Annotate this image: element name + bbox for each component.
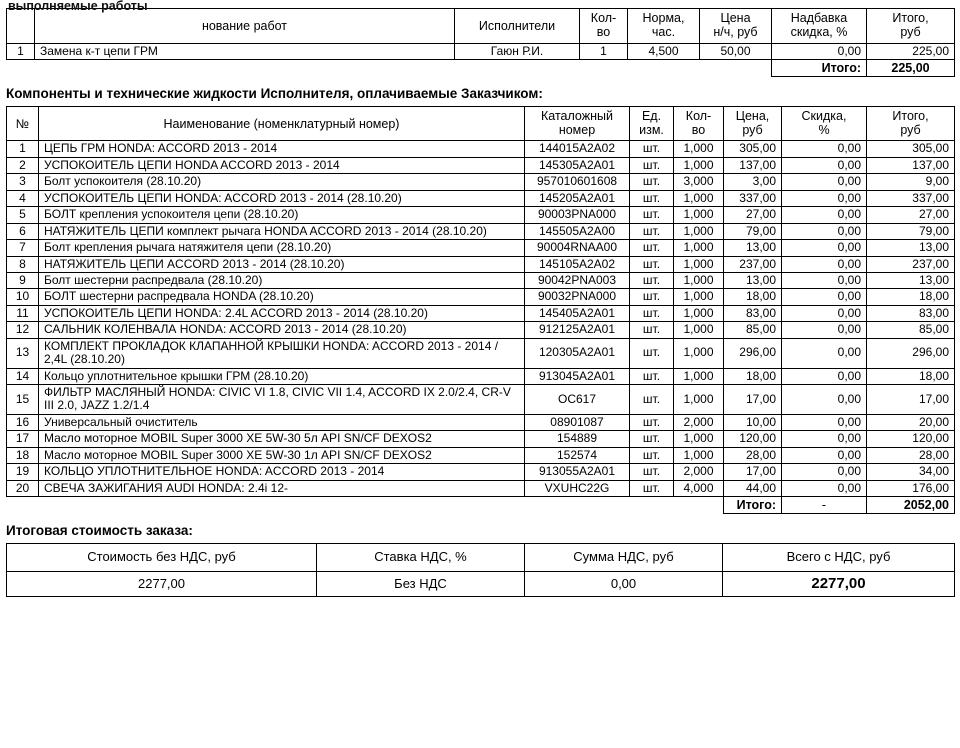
comp-col-qty bbox=[674, 106, 724, 141]
comp-col-unit-line2: изм. bbox=[639, 122, 664, 137]
comp-name: УСПОКОИТЕЛЬ ЦЕПИ HONDA: 2.4L ACCORD 2013 - 2014 (28.10.20) bbox=[39, 305, 525, 321]
comp-discount: 0,00 bbox=[782, 157, 867, 173]
comp-total: 296,00 bbox=[867, 338, 955, 368]
comp-name: БОЛТ шестерни распредвала HONDA (28.10.20) bbox=[39, 289, 525, 305]
comp-unit: шт. bbox=[630, 174, 674, 190]
comp-price: 28,00 bbox=[724, 447, 782, 463]
comp-discount: 0,00 bbox=[782, 174, 867, 190]
comp-discount: 0,00 bbox=[782, 223, 867, 239]
comp-unit: шт. bbox=[630, 240, 674, 256]
comp-qty: 1,000 bbox=[674, 256, 724, 272]
comp-name: СВЕЧА ЗАЖИГАНИЯ AUDI HONDA: 2.4i 12- bbox=[39, 480, 525, 496]
comp-catalog: 120305A2A01 bbox=[525, 338, 630, 368]
comp-catalog: 145205A2A01 bbox=[525, 190, 630, 206]
comp-unit: шт. bbox=[630, 157, 674, 173]
works-dash-cell2 bbox=[867, 76, 955, 77]
comp-unit: шт. bbox=[630, 447, 674, 463]
comp-price: 305,00 bbox=[724, 141, 782, 157]
comp-col-catalog-line1: Каталожный bbox=[541, 108, 613, 123]
comp-total: 176,00 bbox=[867, 480, 955, 496]
comp-unit: шт. bbox=[630, 480, 674, 496]
comp-discount: 0,00 bbox=[782, 190, 867, 206]
comp-discount: 0,00 bbox=[782, 141, 867, 157]
comp-total: 120,00 bbox=[867, 431, 955, 447]
comp-unit: шт. bbox=[630, 207, 674, 223]
comp-total: 83,00 bbox=[867, 305, 955, 321]
comp-discount: 0,00 bbox=[782, 338, 867, 368]
comp-price: 10,00 bbox=[724, 414, 782, 430]
works-total-label: Итого: bbox=[772, 59, 867, 76]
comp-price: 79,00 bbox=[724, 223, 782, 239]
comp-total: 9,00 bbox=[867, 174, 955, 190]
comp-col-total bbox=[867, 106, 955, 141]
comp-name: ФИЛЬТР МАСЛЯНЫЙ HONDA: CIVIC VI 1.8, CIVIC VII 1.4, ACCORD IX 2.0/2.4, CR-V III 2.0, JAZZ 1.2/1.4 bbox=[39, 385, 525, 415]
comp-total-empty bbox=[7, 497, 724, 514]
comp-unit: шт. bbox=[630, 368, 674, 384]
works-total-dash-row bbox=[7, 76, 955, 77]
comp-discount: 0,00 bbox=[782, 385, 867, 415]
comp-total: 237,00 bbox=[867, 256, 955, 272]
works-row-price: 50,00 bbox=[700, 43, 772, 59]
table-row bbox=[7, 464, 955, 480]
comp-name: Болт шестерни распредвала (28.10.20) bbox=[39, 272, 525, 288]
comp-price: 85,00 bbox=[724, 322, 782, 338]
works-col-total-line1: Итого, bbox=[892, 11, 929, 25]
comp-num: 4 bbox=[7, 190, 39, 206]
comp-name: КОЛЬЦО УПЛОТНИТЕЛЬНОЕ HONDA: ACCORD 2013 - 2014 bbox=[39, 464, 525, 480]
comp-total: 13,00 bbox=[867, 240, 955, 256]
comp-price: 120,00 bbox=[724, 431, 782, 447]
table-row bbox=[7, 338, 955, 368]
components-header-row bbox=[7, 106, 955, 141]
comp-total-dash: - bbox=[782, 497, 867, 514]
comp-unit: шт. bbox=[630, 272, 674, 288]
comp-catalog: 913055A2A01 bbox=[525, 464, 630, 480]
works-col-norm-line2: час. bbox=[651, 24, 676, 39]
comp-num: 13 bbox=[7, 338, 39, 368]
comp-qty: 3,000 bbox=[674, 174, 724, 190]
comp-catalog: 154889 bbox=[525, 431, 630, 447]
comp-unit: шт. bbox=[630, 464, 674, 480]
comp-price: 44,00 bbox=[724, 480, 782, 496]
comp-name: Болт успокоителя (28.10.20) bbox=[39, 174, 525, 190]
comp-price: 137,00 bbox=[724, 157, 782, 173]
works-col-price-line2: н/ч, руб bbox=[713, 24, 758, 39]
comp-unit: шт. bbox=[630, 322, 674, 338]
table-row bbox=[7, 141, 955, 157]
comp-price: 337,00 bbox=[724, 190, 782, 206]
works-total-empty bbox=[7, 59, 772, 76]
works-dash-empty bbox=[7, 76, 772, 77]
comp-price: 17,00 bbox=[724, 464, 782, 480]
table-row bbox=[7, 368, 955, 384]
works-row-total: 225,00 bbox=[867, 43, 955, 59]
comp-qty: 1,000 bbox=[674, 447, 724, 463]
comp-catalog: 08901087 bbox=[525, 414, 630, 430]
comp-discount: 0,00 bbox=[782, 240, 867, 256]
final-header-row bbox=[7, 544, 955, 572]
comp-col-price bbox=[724, 106, 782, 141]
comp-num: 16 bbox=[7, 414, 39, 430]
final-col-vat-sum: Сумма НДС, руб bbox=[525, 544, 723, 572]
comp-col-name: Наименование (номенклатурный номер) bbox=[39, 106, 525, 141]
comp-num: 1 bbox=[7, 141, 39, 157]
comp-col-qty-line2: во bbox=[691, 122, 706, 137]
comp-unit: шт. bbox=[630, 305, 674, 321]
comp-name: Универсальный очиститель bbox=[39, 414, 525, 430]
comp-catalog: 145305A2A01 bbox=[525, 157, 630, 173]
comp-catalog: 152574 bbox=[525, 447, 630, 463]
works-total-row bbox=[7, 59, 955, 76]
comp-discount: 0,00 bbox=[782, 272, 867, 288]
comp-col-price-line2: руб bbox=[742, 122, 763, 137]
comp-price: 27,00 bbox=[724, 207, 782, 223]
comp-catalog: 912125A2A01 bbox=[525, 322, 630, 338]
comp-col-unit-line1: Ед. bbox=[641, 108, 662, 123]
comp-name: УСПОКОИТЕЛЬ ЦЕПИ HONDA ACCORD 2013 - 2014 bbox=[39, 157, 525, 173]
works-row-qty: 1 bbox=[580, 43, 628, 59]
comp-total: 337,00 bbox=[867, 190, 955, 206]
comp-discount: 0,00 bbox=[782, 289, 867, 305]
works-row-performer: Гаюн Р.И. bbox=[455, 43, 580, 59]
works-dash-cell bbox=[772, 76, 867, 77]
comp-qty: 1,000 bbox=[674, 141, 724, 157]
comp-total: 13,00 bbox=[867, 272, 955, 288]
comp-catalog: 144015A2A02 bbox=[525, 141, 630, 157]
comp-total: 305,00 bbox=[867, 141, 955, 157]
components-section-title: Компоненты и технические жидкости Исполнителя, оплачиваемые Заказчиком: bbox=[6, 85, 543, 101]
table-row bbox=[7, 223, 955, 239]
comp-total: 79,00 bbox=[867, 223, 955, 239]
comp-catalog: ОС617 bbox=[525, 385, 630, 415]
comp-discount: 0,00 bbox=[782, 368, 867, 384]
comp-name: КОМПЛЕКТ ПРОКЛАДОК КЛАПАННОЙ КРЫШКИ HONDA: ACCORD 2013 - 2014 / 2,4L (28.10.20) bbox=[39, 338, 525, 368]
comp-total: 18,00 bbox=[867, 368, 955, 384]
table-row bbox=[7, 385, 955, 415]
comp-qty: 1,000 bbox=[674, 322, 724, 338]
table-row bbox=[7, 447, 955, 463]
comp-unit: шт. bbox=[630, 431, 674, 447]
comp-qty: 4,000 bbox=[674, 480, 724, 496]
comp-unit: шт. bbox=[630, 289, 674, 305]
works-col-markup-line2: скидка, % bbox=[790, 24, 848, 39]
comp-total: 34,00 bbox=[867, 464, 955, 480]
cut-heading-strip bbox=[0, 0, 960, 14]
comp-name: БОЛТ крепления успокоителя цепи (28.10.20) bbox=[39, 207, 525, 223]
comp-qty: 1,000 bbox=[674, 431, 724, 447]
comp-catalog: 145105A2A02 bbox=[525, 256, 630, 272]
comp-qty: 1,000 bbox=[674, 207, 724, 223]
table-row bbox=[7, 240, 955, 256]
comp-qty: 1,000 bbox=[674, 157, 724, 173]
works-col-qty-line2: во bbox=[596, 24, 611, 39]
comp-qty: 1,000 bbox=[674, 338, 724, 368]
comp-discount: 0,00 bbox=[782, 431, 867, 447]
final-value-row bbox=[7, 571, 955, 597]
comp-price: 237,00 bbox=[724, 256, 782, 272]
comp-qty: 1,000 bbox=[674, 272, 724, 288]
comp-name: УСПОКОИТЕЛЬ ЦЕПИ HONDA: ACCORD 2013 - 2014 (28.10.20) bbox=[39, 190, 525, 206]
comp-discount: 0,00 bbox=[782, 480, 867, 496]
table-row bbox=[7, 157, 955, 173]
table-row bbox=[7, 272, 955, 288]
comp-price: 18,00 bbox=[724, 368, 782, 384]
works-col-name: нование работ bbox=[35, 9, 455, 44]
comp-price: 18,00 bbox=[724, 289, 782, 305]
comp-num: 8 bbox=[7, 256, 39, 272]
comp-col-discount-line1: Скидка, bbox=[801, 108, 847, 123]
comp-total-label: Итого: bbox=[724, 497, 782, 514]
comp-price: 13,00 bbox=[724, 240, 782, 256]
comp-catalog: 90042PNA003 bbox=[525, 272, 630, 288]
comp-name: Масло моторное MOBIL Super 3000 XE 5W-30 1л API SN/CF DEXOS2 bbox=[39, 447, 525, 463]
table-row bbox=[7, 431, 955, 447]
table-row bbox=[7, 43, 955, 59]
comp-unit: шт. bbox=[630, 190, 674, 206]
comp-catalog: 145405A2A01 bbox=[525, 305, 630, 321]
table-row bbox=[7, 174, 955, 190]
comp-qty: 1,000 bbox=[674, 240, 724, 256]
comp-name: Кольцо уплотнительное крышки ГРМ (28.10.20) bbox=[39, 368, 525, 384]
comp-catalog: 90004RNAA00 bbox=[525, 240, 630, 256]
comp-total: 27,00 bbox=[867, 207, 955, 223]
table-row bbox=[7, 480, 955, 496]
comp-discount: 0,00 bbox=[782, 256, 867, 272]
comp-col-unit bbox=[630, 106, 674, 141]
comp-num: 10 bbox=[7, 289, 39, 305]
comp-num: 3 bbox=[7, 174, 39, 190]
comp-discount: 0,00 bbox=[782, 464, 867, 480]
comp-name: САЛЬНИК КОЛЕНВАЛА HONDA: ACCORD 2013 - 2014 (28.10.20) bbox=[39, 322, 525, 338]
comp-total: 137,00 bbox=[867, 157, 955, 173]
comp-catalog: VXUHC22G bbox=[525, 480, 630, 496]
comp-price: 83,00 bbox=[724, 305, 782, 321]
final-col-vat-rate: Ставка НДС, % bbox=[317, 544, 525, 572]
comp-catalog: 913045A2A01 bbox=[525, 368, 630, 384]
table-row bbox=[7, 322, 955, 338]
comp-unit: шт. bbox=[630, 256, 674, 272]
comp-col-discount-line2: % bbox=[818, 122, 830, 137]
works-col-qty-line1: Кол- bbox=[590, 11, 617, 25]
comp-name: Болт крепления рычага натяжителя цепи (28.10.20) bbox=[39, 240, 525, 256]
comp-num: 20 bbox=[7, 480, 39, 496]
comp-price: 17,00 bbox=[724, 385, 782, 415]
comp-num: 2 bbox=[7, 157, 39, 173]
final-val-gross: 2277,00 bbox=[723, 571, 955, 597]
works-row-num: 1 bbox=[7, 43, 35, 59]
comp-name: НАТЯЖИТЕЛЬ ЦЕПИ ACCORD 2013 - 2014 (28.10.20) bbox=[39, 256, 525, 272]
comp-discount: 0,00 bbox=[782, 414, 867, 430]
works-col-markup-line1: Надбавка bbox=[790, 11, 848, 25]
table-row bbox=[7, 190, 955, 206]
comp-unit: шт. bbox=[630, 414, 674, 430]
components-total-row bbox=[7, 497, 955, 514]
comp-col-catalog-line2: номер bbox=[558, 122, 596, 137]
table-row bbox=[7, 414, 955, 430]
comp-price: 296,00 bbox=[724, 338, 782, 368]
works-row-norm: 4,500 bbox=[628, 43, 700, 59]
comp-total: 20,00 bbox=[867, 414, 955, 430]
final-cost-table bbox=[6, 543, 955, 597]
table-row bbox=[7, 289, 955, 305]
works-col-total-line2: руб bbox=[900, 24, 921, 39]
comp-col-price-line1: Цена, bbox=[735, 108, 770, 123]
comp-discount: 0,00 bbox=[782, 322, 867, 338]
comp-catalog: 145505A2A00 bbox=[525, 223, 630, 239]
table-row bbox=[7, 305, 955, 321]
comp-catalog: 90003PNA000 bbox=[525, 207, 630, 223]
comp-col-catalog bbox=[525, 106, 630, 141]
components-table bbox=[6, 106, 955, 514]
comp-qty: 1,000 bbox=[674, 289, 724, 305]
comp-unit: шт. bbox=[630, 141, 674, 157]
works-col-norm-line1: Норма, bbox=[642, 11, 685, 25]
final-val-vat-rate: Без НДС bbox=[317, 571, 525, 597]
comp-catalog: 90032PNA000 bbox=[525, 289, 630, 305]
comp-col-num: № bbox=[7, 106, 39, 141]
works-row-name: Замена к-т цепи ГРМ bbox=[35, 43, 455, 59]
comp-unit: шт. bbox=[630, 385, 674, 415]
cut-heading-text: выполняемые работы bbox=[8, 0, 148, 13]
comp-num: 9 bbox=[7, 272, 39, 288]
comp-qty: 1,000 bbox=[674, 305, 724, 321]
comp-price: 13,00 bbox=[724, 272, 782, 288]
comp-name: Масло моторное MOBIL Super 3000 XE 5W-30 5л API SN/CF DEXOS2 bbox=[39, 431, 525, 447]
works-total-value: 225,00 bbox=[867, 59, 955, 76]
comp-num: 17 bbox=[7, 431, 39, 447]
comp-qty: 1,000 bbox=[674, 385, 724, 415]
comp-num: 19 bbox=[7, 464, 39, 480]
comp-num: 7 bbox=[7, 240, 39, 256]
final-col-gross: Всего с НДС, руб bbox=[723, 544, 955, 572]
comp-num: 14 bbox=[7, 368, 39, 384]
comp-col-total-line1: Итого, bbox=[892, 108, 929, 123]
final-val-vat-sum: 0,00 bbox=[525, 571, 723, 597]
comp-total: 17,00 bbox=[867, 385, 955, 415]
comp-name: НАТЯЖИТЕЛЬ ЦЕПИ комплект рычага HONDA ACCORD 2013 - 2014 (28.10.20) bbox=[39, 223, 525, 239]
comp-discount: 0,00 bbox=[782, 305, 867, 321]
comp-name: ЦЕПЬ ГРМ HONDA: ACCORD 2013 - 2014 bbox=[39, 141, 525, 157]
comp-unit: шт. bbox=[630, 338, 674, 368]
comp-discount: 0,00 bbox=[782, 207, 867, 223]
comp-total: 85,00 bbox=[867, 322, 955, 338]
comp-total: 18,00 bbox=[867, 289, 955, 305]
comp-num: 12 bbox=[7, 322, 39, 338]
table-row bbox=[7, 256, 955, 272]
comp-total-value: 2052,00 bbox=[867, 497, 955, 514]
works-row-markup: 0,00 bbox=[772, 43, 867, 59]
comp-col-discount bbox=[782, 106, 867, 141]
comp-qty: 1,000 bbox=[674, 223, 724, 239]
comp-num: 18 bbox=[7, 447, 39, 463]
comp-qty: 2,000 bbox=[674, 464, 724, 480]
comp-qty: 1,000 bbox=[674, 190, 724, 206]
works-col-price-line1: Цена bbox=[720, 11, 751, 25]
comp-col-total-line2: руб bbox=[900, 122, 921, 137]
comp-unit: шт. bbox=[630, 223, 674, 239]
final-section-title: Итоговая стоимость заказа: bbox=[6, 523, 193, 539]
comp-qty: 1,000 bbox=[674, 368, 724, 384]
comp-num: 15 bbox=[7, 385, 39, 415]
comp-num: 11 bbox=[7, 305, 39, 321]
final-val-net: 2277,00 bbox=[7, 571, 317, 597]
works-col-performers: Исполнители bbox=[455, 9, 580, 44]
table-row bbox=[7, 207, 955, 223]
works-table bbox=[6, 8, 955, 77]
comp-total: 28,00 bbox=[867, 447, 955, 463]
comp-discount: 0,00 bbox=[782, 447, 867, 463]
comp-num: 5 bbox=[7, 207, 39, 223]
comp-catalog: 957010601608 bbox=[525, 174, 630, 190]
comp-col-qty-line1: Кол- bbox=[685, 108, 712, 123]
comp-num: 6 bbox=[7, 223, 39, 239]
comp-qty: 2,000 bbox=[674, 414, 724, 430]
comp-price: 3,00 bbox=[724, 174, 782, 190]
final-col-net: Стоимость без НДС, руб bbox=[7, 544, 317, 572]
